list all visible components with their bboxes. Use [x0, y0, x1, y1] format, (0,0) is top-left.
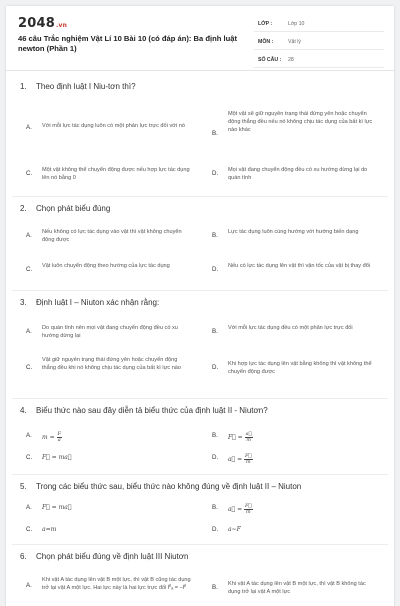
option-letter: B.	[212, 504, 218, 511]
fraction	[245, 432, 253, 443]
option-letter: D.	[212, 454, 219, 461]
option-letter: C.	[26, 170, 33, 177]
site-logo[interactable]	[18, 16, 67, 31]
document-sheet	[6, 6, 394, 606]
meta-row-grade	[254, 18, 384, 32]
question-heading	[20, 82, 384, 92]
option-text: Một vật không thể chuyển động được nếu hợp lực tác dụng lên nó bằng 0	[42, 167, 190, 182]
question-3	[20, 298, 384, 376]
logo-name: 2048	[18, 16, 55, 31]
question-4	[20, 406, 384, 465]
fraction-denominator: m	[245, 459, 251, 465]
fraction-denominator: m	[245, 509, 251, 515]
option-letter: A.	[26, 328, 32, 335]
option-letter: A.	[26, 124, 32, 131]
option-text: Với mỗi lực tác dụng đều có một phản lực trực đối	[228, 325, 353, 331]
question-5	[20, 482, 384, 533]
meta-value: Lớp 10	[288, 21, 305, 27]
option-text: Vật giữ nguyên trạng thái đứng yên hoặc chuyển động thẳng đều khi nó không chịu tác dụng của bất kì lực nào	[42, 357, 182, 372]
question-text: Chọn phát biểu đúng	[36, 204, 111, 213]
option-letter: C.	[26, 364, 33, 371]
option-letter: A.	[26, 432, 32, 439]
meta-value: Vật lý	[288, 39, 301, 45]
fraction-numerator: F⃗	[245, 503, 252, 509]
option-letter: A.	[26, 582, 32, 589]
option-formula: a~F	[228, 526, 241, 533]
question-text: Trong các biểu thức sau, biểu thức nào không đúng về định luật II – Niuton	[36, 482, 302, 491]
question-heading	[20, 204, 384, 214]
question-heading	[20, 406, 384, 416]
option-letter: C.	[26, 454, 33, 461]
fraction	[244, 504, 252, 515]
option-letter: A.	[26, 232, 32, 239]
option-formula: F⃗ = ma⃗	[42, 504, 72, 511]
meta-row-count	[254, 54, 384, 68]
header	[6, 6, 394, 71]
option-text: Lực tác dụng luôn cùng hướng với hướng biến dạng	[228, 229, 359, 235]
option-text: Khi hợp lực tác dụng lên vật bằng không thì vật không thể chuyển động được	[228, 361, 372, 376]
option-formula	[42, 432, 192, 443]
option-letter: D.	[212, 170, 219, 177]
question-text: Chọn phát biểu đúng về định luật III Niutơn	[36, 552, 189, 561]
meta-key: LỚP :	[258, 21, 273, 27]
formula-lhs: a⃗ =	[228, 456, 243, 463]
formula-lhs: a⃗ =	[228, 506, 243, 513]
option-letter: B.	[212, 328, 218, 335]
fraction	[244, 454, 252, 465]
option-letter: B.	[212, 130, 218, 137]
option-formula: a=m	[42, 526, 57, 533]
option-text: Khi vật A tác dụng lên vật B một lực, thì vật B không tác dụng trở lại vật A một lực	[228, 581, 366, 596]
fraction-numerator: F	[57, 431, 62, 437]
question-number: 5.	[20, 482, 27, 491]
question-text: Định luật I – Niuton xác nhận rằng:	[36, 298, 160, 307]
option-letter: D.	[212, 364, 219, 371]
meta-row-subject	[254, 36, 384, 50]
question-number: 3.	[20, 298, 27, 307]
option-letter: C.	[26, 526, 33, 533]
question-number: 6.	[20, 552, 27, 561]
option-letter: D.	[212, 526, 219, 533]
meta-key: MÔN :	[258, 39, 274, 45]
meta-key: SỐ CÂU :	[258, 57, 282, 63]
fraction-numerator: a⃗	[245, 431, 252, 437]
question-heading	[20, 482, 384, 492]
option-formula	[228, 432, 378, 443]
option-text: Với mỗi lực tác dụng luôn có một phản lực trực đối với nó	[42, 123, 185, 129]
question-heading	[20, 552, 384, 562]
question-number: 4.	[20, 406, 27, 415]
question-1	[20, 82, 384, 182]
question-number: 2.	[20, 204, 27, 213]
option-letter: D.	[212, 266, 219, 273]
option-text: Nếu có lực tác dụng lên vật thì vận tốc của vật bị thay đổi	[228, 263, 371, 269]
question-text: Biểu thức nào sau đây diễn tả biểu thức của định luật II - Niutơn?	[36, 406, 268, 415]
fraction-numerator: F⃗	[245, 453, 252, 459]
option-letter: B.	[212, 432, 218, 439]
meta-table	[254, 18, 384, 72]
divider	[12, 544, 388, 545]
question-heading	[20, 298, 384, 308]
fraction	[57, 432, 62, 443]
question-2	[20, 204, 384, 273]
option-letter: C.	[26, 266, 33, 273]
page-title: 46 câu Trắc nghiệm Vật Lí 10 Bài 10 (có đáp án): Ba định luật newton (Phần 1)	[18, 34, 238, 53]
question-text: Theo định luật I Niu-tơn thì?	[36, 82, 136, 91]
question-6	[20, 552, 384, 596]
option-text: Khi vật A tác dụng lên vật B một lực, thì vật B cũng tác dụng trở lại vật A một lực. Hai lực này là hai lực trực đối F⃗ₐ = −F⃗	[42, 577, 191, 592]
fraction-denominator: m	[246, 437, 251, 443]
option-text: Vật luôn chuyển động theo hướng của lực tác dụng	[42, 263, 170, 269]
divider	[12, 474, 388, 475]
option-text: Do quán tính nên mọi vật đang chuyển động đều có xu hướng dừng lại	[42, 325, 178, 340]
option-letter: B.	[212, 232, 218, 239]
question-number: 1.	[20, 82, 27, 91]
divider	[12, 290, 388, 291]
logo-tld: .vn	[55, 22, 68, 29]
option-text: Một vật sẽ giữ nguyên trạng thái đứng yên hoặc chuyển động thẳng đều nếu nó không chịu tác dụng của bất kì lực nào khác	[228, 111, 373, 134]
divider	[12, 196, 388, 197]
option-letter: B.	[212, 584, 218, 591]
option-formula	[228, 504, 378, 515]
option-text: Nếu không có lực tác dụng vào vật thì vật không chuyển động được	[42, 229, 182, 244]
option-formula: F⃗ = ma⃗	[42, 454, 72, 461]
formula-lhs: m =	[42, 434, 55, 441]
fraction-denominator: a	[57, 437, 61, 443]
option-text: Mọi vật đang chuyển động đều có xu hướng dừng lại do quán tính	[228, 167, 368, 182]
divider	[12, 398, 388, 399]
formula-lhs: F⃗ =	[228, 434, 243, 441]
meta-value: 28	[288, 57, 294, 63]
option-formula	[228, 454, 378, 465]
option-letter: A.	[26, 504, 32, 511]
